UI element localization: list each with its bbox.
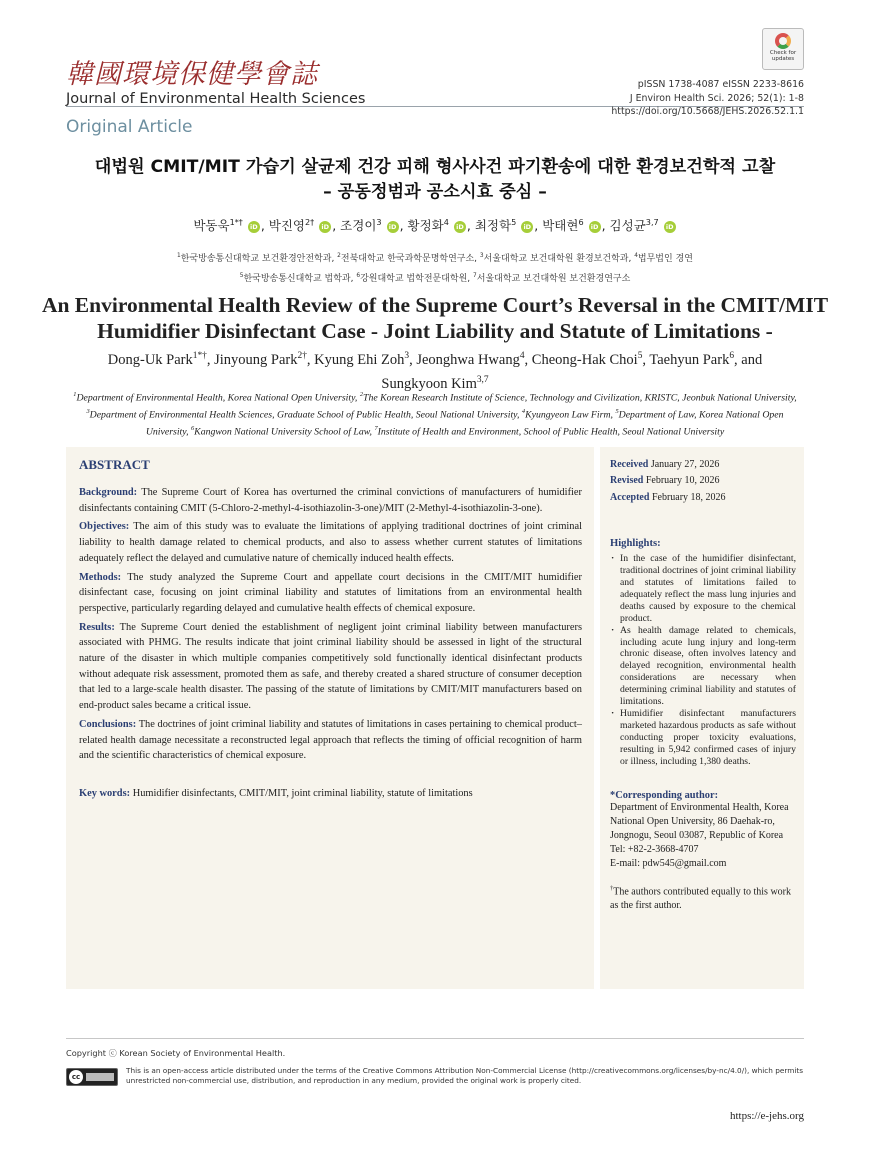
affiliation: 강원대학교 법학전문대학원 <box>360 274 468 284</box>
affiliation: The Korean Research Institute of Science, Technology and Civilization, KRISTC, Jeonbuk National University, <box>363 392 797 404</box>
english-author-list: Dong-Uk Park$^{1*\dagger}$, Jinyoung Park$^{2\dagger}$, Kyung Ehi Zoh$^3$, Jeonghwa Hwang$^4$, Cheong-Hak Choi$^5$, Taehyun Park$^6$, and Sungkyoon Kim$^{3,7}$ <box>107 351 763 392</box>
author-name: 황정화 <box>407 218 444 233</box>
author-name: 최정학 <box>474 218 512 233</box>
footer-divider <box>66 1038 804 1039</box>
author-name: Cheong-Hak Choi <box>531 351 638 368</box>
author-and: and <box>741 351 763 368</box>
corresponding-author <box>610 801 796 872</box>
author-name: Dong-Uk Park <box>107 351 193 368</box>
korean-title <box>0 155 870 205</box>
abstract-section-heading: Background: <box>79 487 138 498</box>
cc-icon: cc <box>69 1070 83 1084</box>
author-affiliation-mark: 2† <box>297 351 307 361</box>
author-name: 박진영 <box>268 218 306 233</box>
author-affiliation-mark: 1*† <box>229 216 243 227</box>
author-affiliation-mark: 4 <box>443 216 449 227</box>
author-affiliation-mark: 6 <box>729 351 735 361</box>
author-name: 박동욱 <box>193 218 230 233</box>
author-name: 김성균 <box>609 218 646 233</box>
orcid-icon[interactable]: iD <box>521 221 533 233</box>
abstract-section <box>79 717 582 764</box>
orcid-icon[interactable]: iD <box>387 221 399 233</box>
affiliation: Department of Environmental Health Sciences, Graduate School of Public Health, Seoul National University, <box>89 409 520 421</box>
affiliation: 전북대학교 한국과학문명학연구소 <box>340 254 475 264</box>
abstract-section <box>79 519 582 566</box>
citation: J Environ Health Sci. 2026; 52(1): 1-8 <box>629 92 804 104</box>
affiliation: 서울대학교 보건대학원 환경보건학과 <box>483 254 629 264</box>
affiliation-mark: 1 <box>177 253 181 259</box>
abstract-section <box>79 620 582 714</box>
highlights-title: Highlights: <box>610 538 661 550</box>
korean-affiliations <box>0 248 870 288</box>
revised-date: Revised February 10, 2026 <box>610 475 720 487</box>
crossmark-icon <box>775 33 791 49</box>
accepted-date: Accepted February 18, 2026 <box>610 491 726 503</box>
affiliation: 한국방송통신대학교 법학과 <box>243 274 351 284</box>
author-affiliation-mark: 4 <box>519 351 525 361</box>
corresponding-email[interactable]: E-mail: pdw545@gmail.com <box>610 858 727 870</box>
author-name: Taehyun Park <box>649 351 730 368</box>
author-affiliation-mark: 5 <box>637 351 643 361</box>
korean-author-list: 박동욱$^{1*\dagger}$ iD , 박진영$^{2\dagger}$ iD , 조경이$^3$ iD , 황정화$^4$ iD , 최정학$^5$ iD , 박태현$^6$ iD , 김성균$^{3,7}$ iD <box>0 216 870 234</box>
abstract-section-text: The aim of this study was to evaluate the limitations of applying traditional doctrines of joint criminal liability to health damage related to chemical products, and also to assess whether current statutes of limitations adequately reflect the delayed and cumulative nature of chemically induced health effects. <box>79 521 582 564</box>
orcid-icon[interactable]: iD <box>664 221 676 233</box>
journal-masthead <box>66 52 365 107</box>
author-name: Jinyoung Park <box>214 351 298 368</box>
highlight-item: · As health damage related to chemicals, including acute lung injury and long-term chronic disease, often involves latency and delayed recognition, environmental health considerations are necessary when determining criminal liability and statutes of limitations. <box>610 625 796 708</box>
corresponding-address: Department of Environmental Health, Korea National Open University, 86 Daehak-ro, Jongnogu, Seoul 03087, Republic of Korea <box>610 801 789 841</box>
journal-title-en: Journal of Environmental Health Sciences <box>66 91 366 107</box>
affiliation-mark: 3 <box>479 253 484 259</box>
author-name: Jeonghwa Hwang <box>416 351 520 368</box>
author-affiliation-mark: 3 <box>404 351 410 361</box>
affiliation-mark: 7 <box>374 424 378 432</box>
received-date: Received January 27, 2026 <box>610 459 720 470</box>
journal-website-link[interactable]: https://e-jehs.org <box>729 1110 804 1122</box>
author-name: Sungkyoon Kim <box>381 375 477 392</box>
by-nc-icon <box>86 1073 114 1081</box>
keywords <box>79 786 582 802</box>
abstract-sections <box>79 485 582 764</box>
affiliation-mark: 6 <box>190 424 195 432</box>
korean-affiliations-line2: $^5$한국방송통신대학교 법학과, $^6$강원대학교 법학전문대학원, $^7$서울대학교 보건대학원 보건환경연구소 <box>239 273 631 284</box>
author-affiliation-mark: 2† <box>305 216 315 227</box>
corresponding-author-title: *Corresponding author: <box>610 789 719 801</box>
author-name: 박태현 <box>542 218 579 233</box>
abstract-section-heading: Results: <box>79 621 115 633</box>
affiliation-mark: 4 <box>521 407 526 415</box>
affiliation-mark: 7 <box>473 273 477 279</box>
cc-license-badge[interactable] <box>66 1068 118 1086</box>
affiliation: 서울대학교 보건대학원 보건환경연구소 <box>476 274 631 284</box>
orcid-icon[interactable]: iD <box>454 221 466 233</box>
orcid-icon[interactable]: iD <box>589 221 601 233</box>
affiliation-mark: 3 <box>86 407 90 415</box>
author-name: Kyung Ehi Zoh <box>314 351 405 368</box>
affiliation-mark: 1 <box>73 391 77 398</box>
abstract-title: ABSTRACT <box>79 457 150 472</box>
keywords-text: Humidifier disinfectants, CMIT/MIT, joint criminal liability, statute of limitations <box>132 787 473 799</box>
copyright: Copyright ⓒ Korean Society of Environmental Health. <box>66 1048 286 1058</box>
affiliation: 한국방송통신대학교 보건환경안전학과 <box>180 254 332 264</box>
check-for-updates-button[interactable] <box>762 28 804 70</box>
affiliation: Department of Law, Korea National Open University, <box>145 409 784 437</box>
author-affiliation-mark: 3 <box>376 216 382 227</box>
journal-title-cjk: 韓國環境保健學會誌 <box>66 59 318 90</box>
abstract-section-heading: Methods: <box>79 571 122 583</box>
article-dates <box>610 457 796 506</box>
english-affiliations <box>66 388 804 438</box>
license-text: This is an open-access article distributed under the terms of the Creative Commons Attribution Non-Commercial License (http://creativecommons.org/licenses/by-nc/4.0/), which permits unrestricted non-commercial use, distribution, and reproduction in any medium, provided the original work is properly cited. <box>126 1066 804 1085</box>
korean-affiliations-line1: $^1$한국방송통신대학교 보건환경안전학과, $^2$전북대학교 한국과학문명학연구소, $^3$서울대학교 보건대학원 환경보건학과, $^4$법무법인 경연 <box>177 253 693 264</box>
orcid-icon[interactable]: iD <box>248 221 260 233</box>
orcid-icon[interactable]: iD <box>319 221 331 233</box>
abstract-section-text: The Supreme Court denied the establishment of negligent joint criminal liability between manufacturers associated with PHMG. The results indicate that joint criminal liability should be assessed in light of the structural nature of the disaster in which multiple companies competitively sold functionally identical disinfectant products without adequate risk assessment, promoted them as safe, and thereby created a shared structure of consumer deception that led to a large-scale health disaster. The passing of the statute of limitations by CMIT/MIT manufacturers based on end-product sales became a critical issue. <box>79 621 582 712</box>
author-affiliation-mark: 5 <box>511 216 517 227</box>
abstract-section <box>79 485 582 516</box>
article-sidebar <box>600 447 804 989</box>
korean-title-line2: – 공동정범과 공소시효 중심 – <box>323 182 547 202</box>
doi-link[interactable]: https://doi.org/10.5668/JEHS.2026.52.1.1 <box>611 106 804 117</box>
affiliation: Kangwon National University School of Law, <box>194 425 372 437</box>
highlight-item: · Humidifier disinfectant manufacturers marketed hazardous products as safe without conducting proper toxicity evaluations, resulting in 5,942 confirmed cases of injury or illness, including 1,380 deaths. <box>610 708 796 768</box>
korean-title-line1: 대법원 CMIT/MIT 가습기 살균제 건강 피해 형사사건 파기환송에 대한 환경보건학적 고찰 <box>94 157 776 177</box>
abstract-section-heading: Conclusions: <box>79 718 137 730</box>
affiliation-mark: 5 <box>239 273 244 279</box>
english-title-line2: Humidifier Disinfectant Case - Joint Liability and Statute of Limitations - <box>97 319 773 343</box>
abstract-section <box>79 570 582 617</box>
affiliation: Kyungyeon Law Firm, <box>525 409 613 421</box>
article-type: Original Article <box>66 117 193 137</box>
abstract-panel <box>66 447 594 989</box>
abstract-section-text: The study analyzed the Supreme Court and appellate court decisions in the CMIT/MIT humidifier disinfectant case, focusing on joint criminal liability and statutes of limitations from an environmental health perspective, particularly regarding delayed and cumulative health effects of chemical exposure. <box>79 571 582 614</box>
abstract-section-text: The doctrines of joint criminal liability and statutes of limitations in cases pertaining to chemical product–related health damage necessitate a reconstructed legal approach that reflects the timing of official recognition of harm and the scientific characteristics of chemical exposure. <box>79 718 582 762</box>
english-title-line1: An Environmental Health Review of the Supreme Court’s Reversal in the CMIT/MIT <box>41 293 829 317</box>
affiliation-mark: 2 <box>337 253 341 259</box>
affiliation-mark: 4 <box>634 253 638 259</box>
affiliation: 법무법인 경연 <box>637 254 693 264</box>
affiliation: Department of Environmental Health, Korea National Open University, <box>76 392 358 404</box>
abstract-section-heading: Objectives: <box>79 521 130 533</box>
corresponding-tel: Tel: +82-2-3668-4707 <box>610 844 699 856</box>
highlight-item: · In the case of the humidifier disinfectant, traditional doctrines of joint criminal liability and statutes of limitations failed to adequately reflect the mass lung injuries and deaths caused by exposure to the chemical product. <box>610 553 796 624</box>
author-affiliation-mark: 3,7 <box>476 374 489 385</box>
affiliation: Institute of Health and Environment, School of Public Health, Seoul National University <box>377 425 725 437</box>
author-affiliation-mark: 3,7 <box>645 216 659 227</box>
check-updates-label: Check for updates <box>769 50 797 62</box>
keywords-label: Key words: <box>79 787 131 799</box>
author-name: 조경이 <box>340 218 377 233</box>
equal-contribution-note: †The authors contributed equally to this work as the first author. <box>610 884 791 912</box>
abstract-section-text: The Supreme Court of Korea has overturned the criminal convictions of manufacturers of humidifier disinfectants containing CMIT (5-Chloro-2-methyl-4-isothiazolin-3-one)/MIT (2-Methyl-4-isothiazolin-3-one). <box>79 487 582 514</box>
affiliation-mark: 6 <box>356 273 361 279</box>
highlights-list <box>610 553 796 767</box>
affiliation-mark: 2 <box>359 391 363 398</box>
author-affiliation-mark: 1*† <box>192 351 207 361</box>
author-affiliation-mark: 6 <box>578 216 584 227</box>
issn: pISSN 1738-4087 eISSN 2233-8616 <box>637 79 804 90</box>
affiliation-mark: 5 <box>615 407 619 415</box>
english-title <box>0 292 870 344</box>
publication-info <box>611 78 804 119</box>
